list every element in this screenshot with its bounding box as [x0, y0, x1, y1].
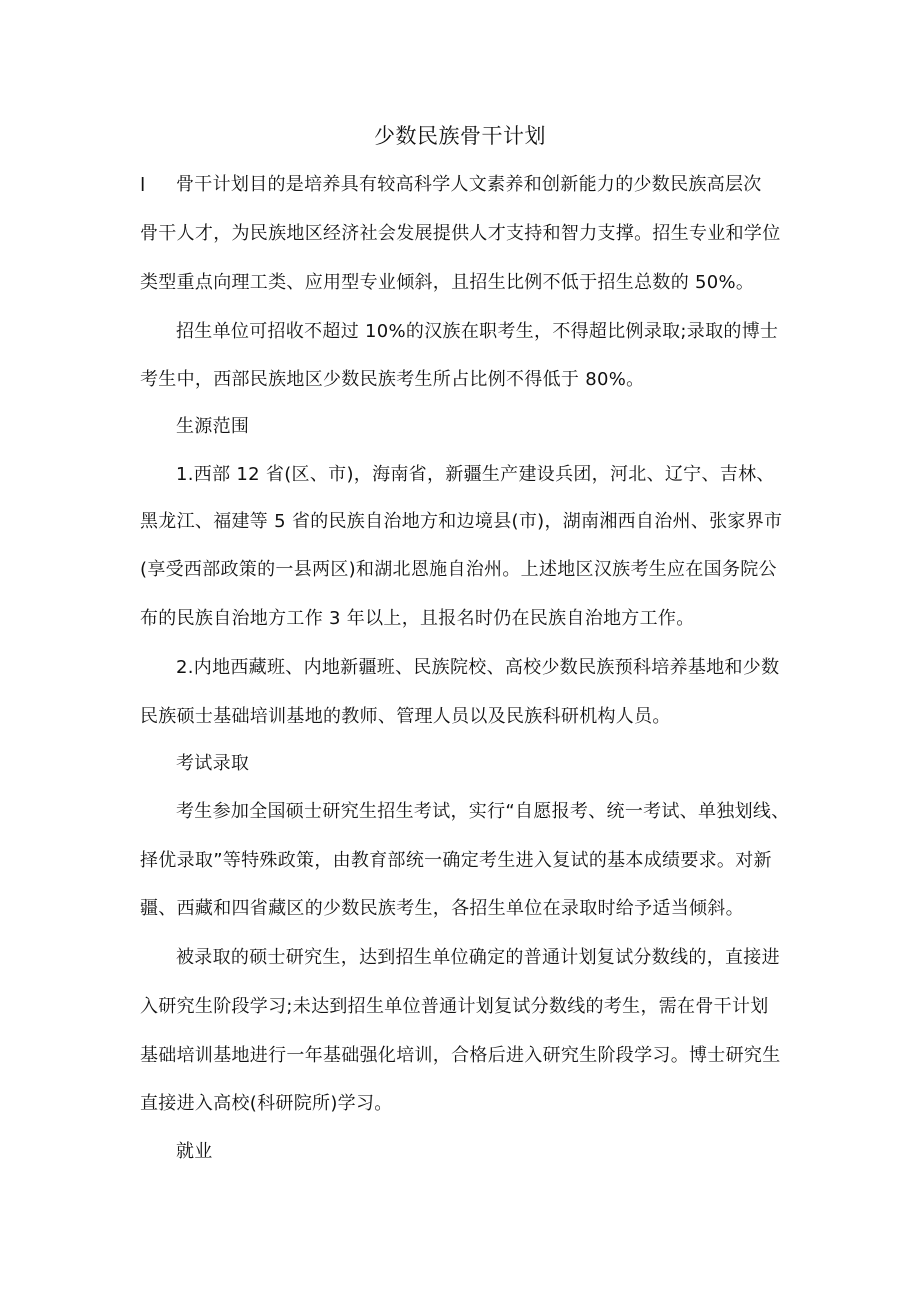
text-line: 布的民族自治地方工作 3 年以上，且报名时仍在民族自治地方工作。: [140, 608, 695, 629]
text-line: 疆、西藏和四省藏区的少数民族考生，各招生单位在录取时给予适当倾斜。: [140, 898, 744, 919]
section-heading: 就业: [176, 1141, 213, 1162]
paragraph-marker: l: [140, 174, 146, 196]
text-line: 考生参加全国硕士研究生招生考试，实行“自愿报考、统一考试、单独划线、: [176, 801, 790, 822]
text-line: 骨干人才，为民族地区经济社会发展提供人才支持和智力支撑。招生专业和学位: [140, 223, 781, 244]
text-line: 1.西部 12 省(区、市)，海南省，新疆生产建设兵团，河北、辽宁、吉林、: [176, 464, 775, 485]
text-line: 2.内地西藏班、内地新疆班、民族院校、高校少数民族预科培养基地和少数: [176, 657, 780, 678]
text-line: 基础培训基地进行一年基础强化培训，合格后进入研究生阶段学习。博士研究生: [140, 1045, 781, 1066]
text-line: 被录取的硕士研究生，达到招生单位确定的普通计划复试分数线的，直接进: [176, 947, 780, 968]
text-line: 直接进入高校(科研院所)学习。: [140, 1093, 393, 1114]
text-line: 招生单位可招收不超过 10%的汉族在职考生，不得超比例录取;录取的博士: [176, 321, 779, 342]
text-line: 考生中，西部民族地区少数民族考生所占比例不得低于 80%。: [140, 369, 645, 390]
text-line: 入研究生阶段学习;未达到招生单位普通计划复试分数线的考生，需在骨干计划: [140, 996, 769, 1017]
text-line: 择优录取”等特殊政策，由教育部统一确定考生进入复试的基本成绩要求。对新: [140, 850, 772, 871]
section-heading: 考试录取: [176, 753, 250, 774]
text-line: 类型重点向理工类、应用型专业倾斜，且招生比例不低于招生总数的 50%。: [140, 272, 755, 293]
text-line: 骨干计划目的是培养具有较高科学人文素养和创新能力的少数民族高层次: [176, 174, 762, 195]
text-line: (享受西部政策的一县两区)和湖北恩施自治州。上述地区汉族考生应在国务院公: [140, 559, 777, 580]
section-heading: 生源范围: [176, 416, 250, 437]
document-title: 少数民族骨干计划: [374, 124, 546, 148]
text-line: 黑龙江、福建等 5 省的民族自治地方和边境县(市)，湖南湘西自治州、张家界市: [140, 511, 783, 532]
text-line: 民族硕士基础培训基地的教师、管理人员以及民族科研机构人员。: [140, 706, 671, 727]
